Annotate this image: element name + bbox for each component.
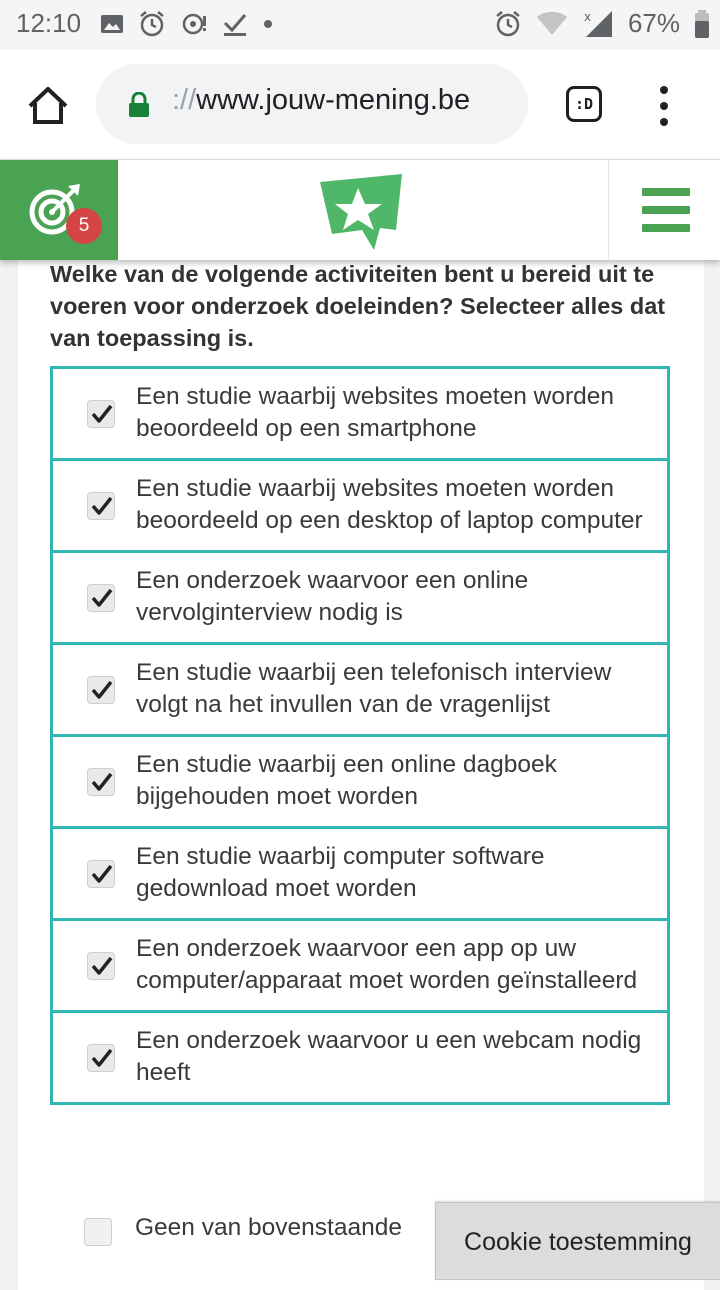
option-row[interactable] [53, 369, 667, 458]
checkbox-checked[interactable] [87, 584, 115, 612]
checkmark-icon [90, 586, 114, 610]
alarm-icon [138, 10, 166, 38]
dot-icon [262, 18, 274, 30]
notification-icons [100, 10, 274, 38]
survey-question: Welke van de volgende activiteiten bent u bereid uit te voeren voor onderzoek doeleinden? Selecteer alles dat van toepassing is. [50, 261, 666, 351]
option-label: Geen van bovenstaande [135, 1214, 402, 1241]
checkbox-checked[interactable] [87, 400, 115, 428]
logo-icon[interactable] [318, 170, 404, 254]
battery-icon [694, 10, 710, 38]
image-icon [100, 12, 124, 36]
url-host: www.jouw-mening.be [196, 84, 471, 116]
checkbox-checked[interactable] [87, 768, 115, 796]
checkbox-checked[interactable] [87, 952, 115, 980]
option-row[interactable] [53, 458, 667, 550]
wifi-icon [536, 11, 568, 37]
cookie-consent-button[interactable]: Cookie toestemming [435, 1202, 720, 1280]
svg-text:x: x [583, 9, 592, 24]
checkmark-icon [90, 494, 114, 518]
browser-toolbar [0, 50, 720, 160]
signal-icon [582, 9, 614, 39]
lock-icon [128, 92, 150, 118]
checkmark-icon [90, 862, 114, 886]
address-bar[interactable] [96, 64, 528, 144]
checkbox-checked[interactable] [87, 492, 115, 520]
more-vert-icon[interactable] [650, 84, 678, 128]
options-list [50, 366, 670, 1105]
option-label: Een onderzoek waarvoor u een webcam nodig heeft [136, 1027, 642, 1086]
checkmark-icon [90, 954, 114, 978]
checkmark-icon [90, 1046, 114, 1070]
checkmark-icon [90, 402, 114, 426]
menu-button[interactable] [608, 160, 720, 260]
checkbox-unchecked[interactable] [84, 1218, 112, 1246]
checkmark-icon [90, 678, 114, 702]
checkbox-checked[interactable] [87, 676, 115, 704]
option-label: Een studie waarbij een telefonisch interview volgt na het invullen van de vragenlijst [136, 659, 612, 718]
option-row[interactable] [53, 826, 667, 918]
url-scheme: :// [172, 84, 197, 116]
option-label: Een studie waarbij computer software gedownload moet worden [136, 843, 545, 902]
option-label: Een onderzoek waarvoor een online vervolginterview nodig is [136, 567, 529, 626]
menu-line [642, 206, 690, 214]
option-none[interactable] [50, 1206, 450, 1262]
menu-line [642, 188, 690, 196]
url-text [172, 84, 470, 117]
sync-alert-icon [180, 10, 208, 38]
alarm-icon [494, 10, 522, 38]
home-icon[interactable] [26, 84, 70, 128]
option-label: Een studie waarbij websites moeten worden beoordeeld op een smartphone [136, 383, 615, 442]
option-label: Een onderzoek waarvoor een app op uw computer/apparaat moet worden geïnstalleerd [136, 935, 638, 994]
option-row[interactable] [53, 550, 667, 642]
option-row[interactable] [53, 642, 667, 734]
site-header [0, 160, 720, 260]
checkbox-checked[interactable] [87, 1044, 115, 1072]
status-time: 12:10 [16, 8, 82, 38]
menu-line [642, 224, 690, 232]
option-row[interactable] [53, 1010, 667, 1102]
option-row[interactable] [53, 734, 667, 826]
checkmark-icon [90, 770, 114, 794]
option-label: Een studie waarbij websites moeten worden beoordeeld op een desktop of laptop computer [136, 475, 643, 534]
goals-button[interactable] [0, 160, 118, 260]
notification-badge: 5 [66, 208, 102, 244]
option-label: Een studie waarbij een online dagboek bijgehouden moet worden [136, 751, 557, 810]
tab-switcher-button[interactable]: :D [566, 86, 602, 122]
battery-percent: 67% [627, 8, 680, 38]
system-icons [494, 8, 710, 39]
download-done-icon [222, 11, 248, 37]
option-row[interactable] [53, 918, 667, 1010]
status-bar [0, 0, 720, 50]
checkbox-checked[interactable] [87, 860, 115, 888]
